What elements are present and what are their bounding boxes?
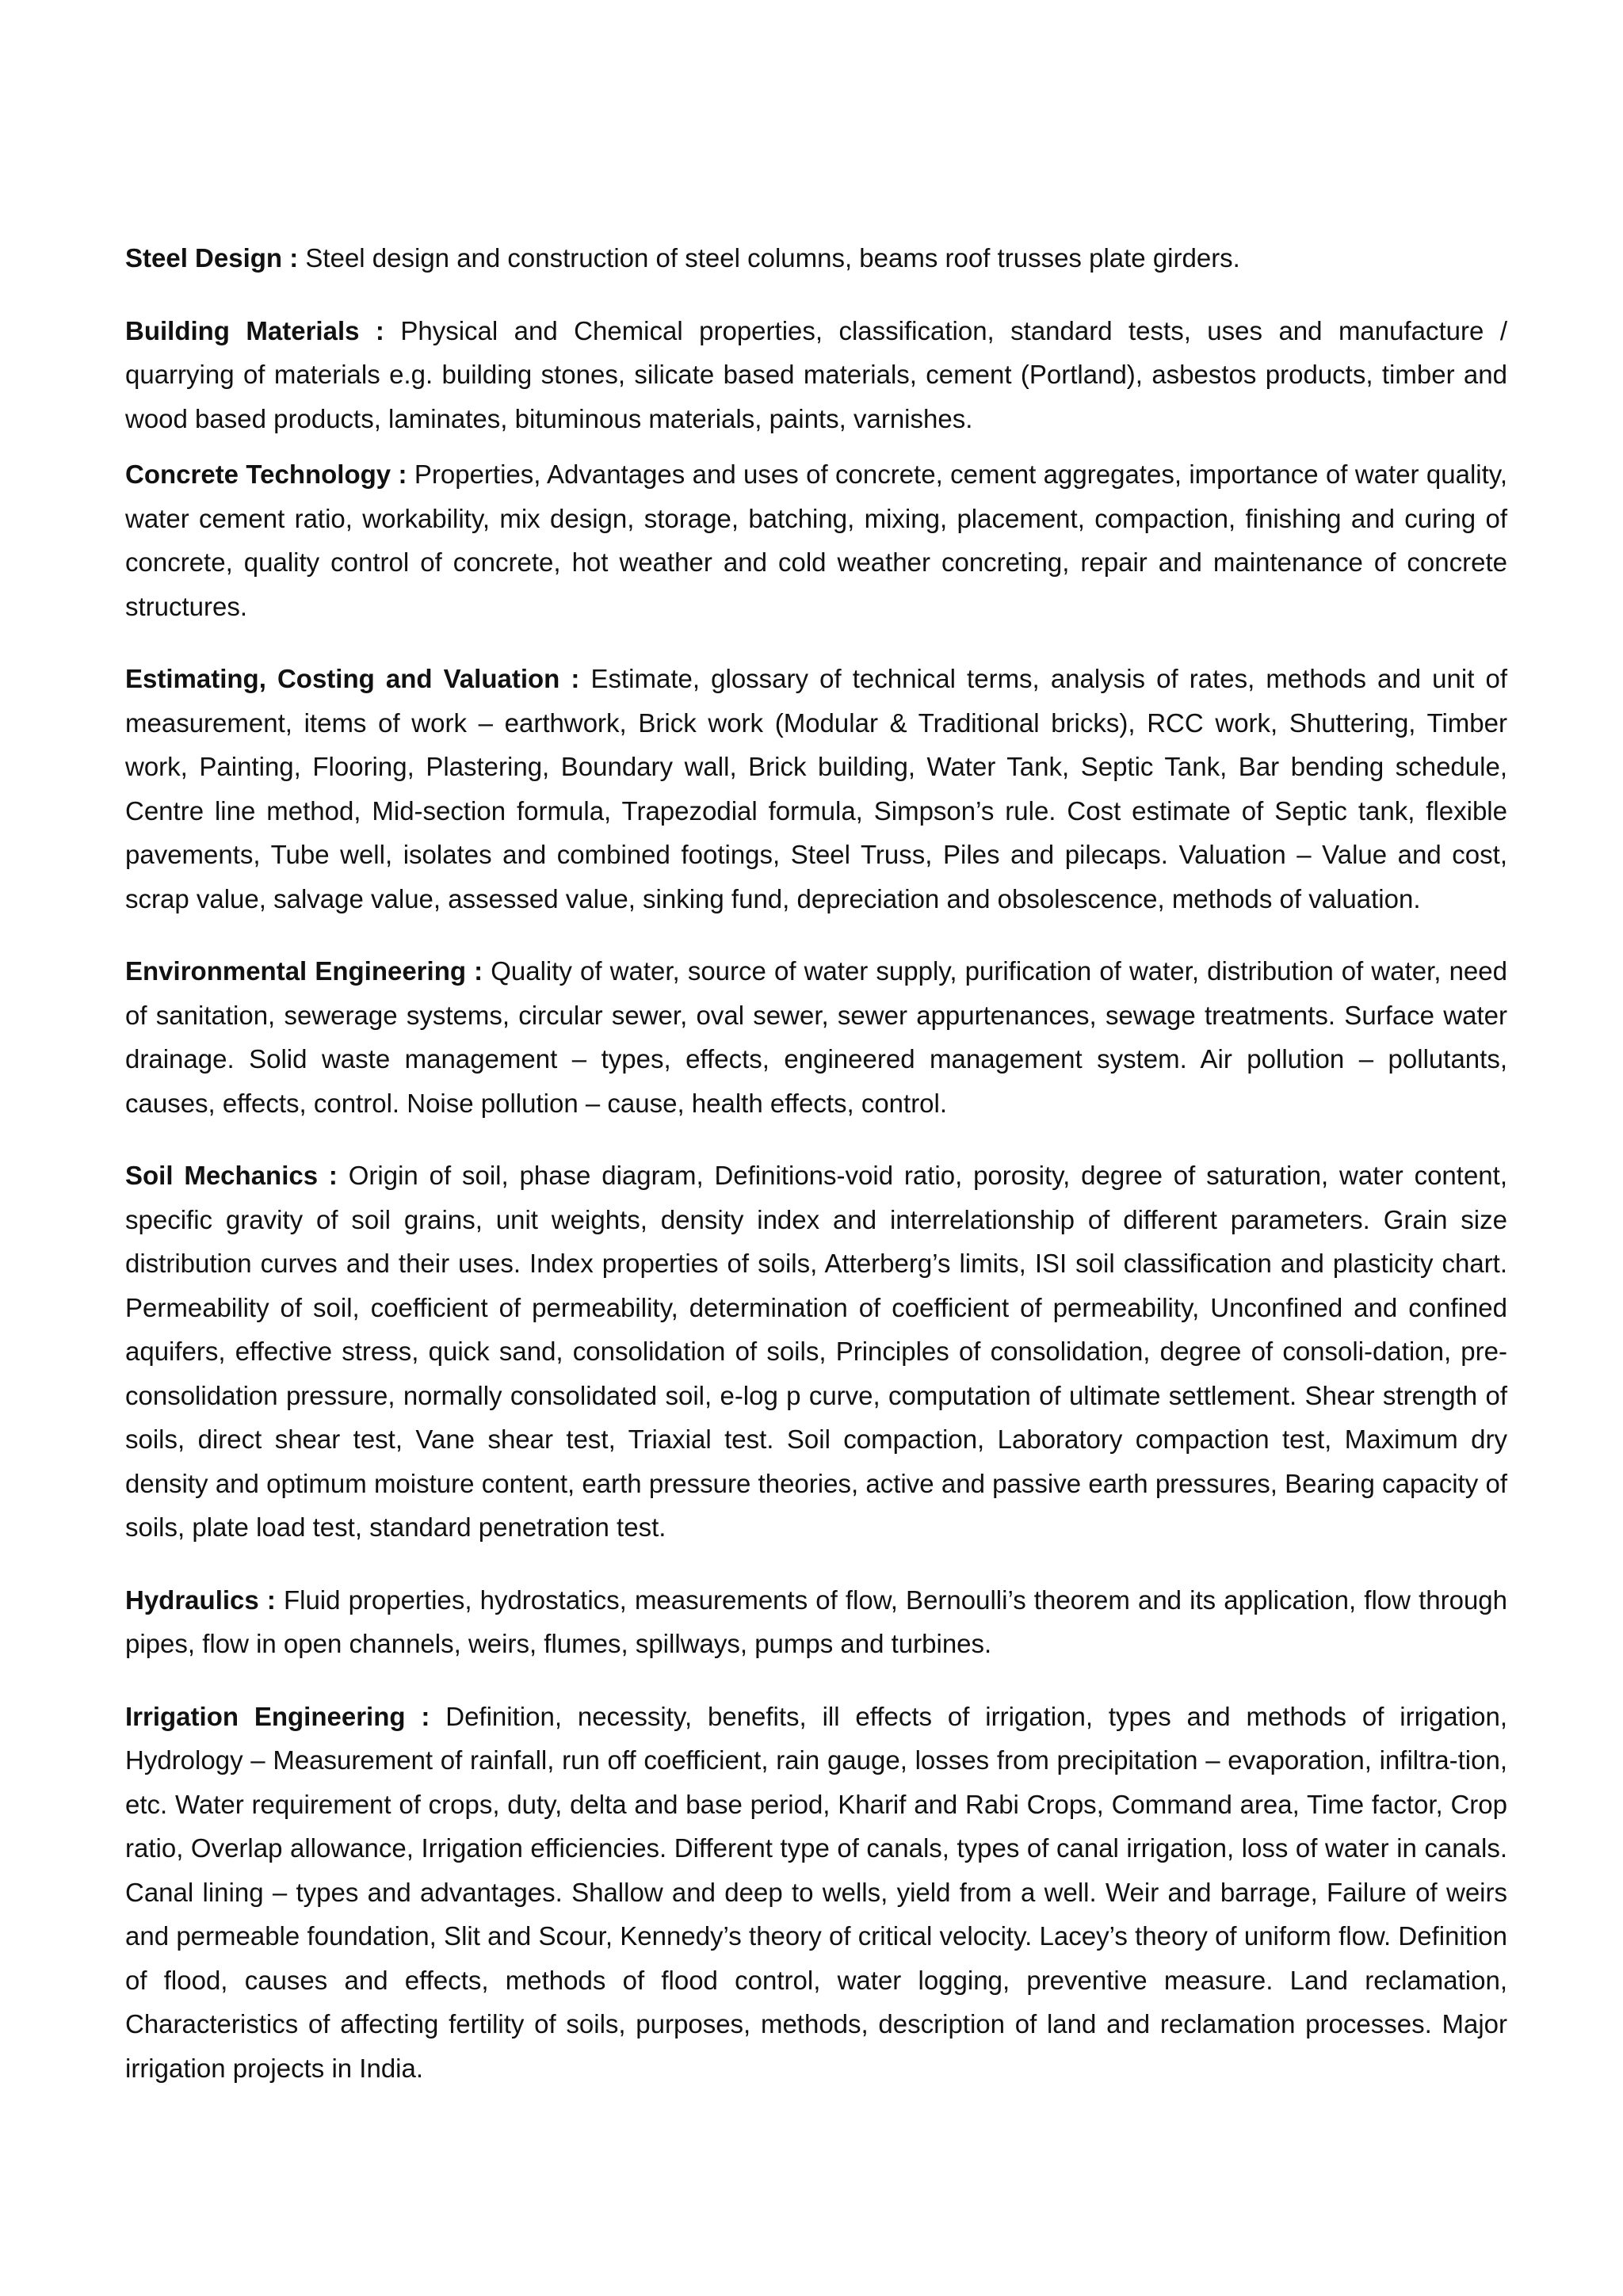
section-concrete-technology (125, 452, 1507, 628)
section-estimating-costing-valuation (125, 657, 1507, 921)
section-body: Properties, Advantages and uses of concrete, cement aggregates, importance of water quality, water cement ratio, workability, mix design, storage, batching, mixing, placement, compaction, finishing and curing of concrete, quality control of concrete, hot weather and cold weather concreting, repair and maintenance of concrete structures. (125, 460, 1508, 621)
section-body: Origin of soil, phase diagram, Definitions-void ratio, porosity, degree of saturation, water content, specific gravity of soil grains, unit weights, density index and interrelationship of different parameters. Grain size distribution curves and their uses. Index properties of soils, Atterberg’s limits, ISI soil classification and plasticity chart. Permeability of soil, coefficient of permeability, determination of coefficient of permeability, Unconfined and confined aquifers, effective stress, quick sand, consolidation of soils, Principles of consolidation, degree of consoli-dation, pre-consolidation pressure, normally consolidated soil, e-log p curve, computation of ultimate settlement. Shear strength of soils, direct shear test, Vane shear test, Triaxial test. Soil compaction, Laboratory compaction test, Maximum dry density and optimum moisture content, earth pressure theories, active and passive earth pressures, Bearing capacity of soils, plate load test, standard penetration test. (125, 1161, 1507, 1542)
section-body: Estimate, glossary of technical terms, analysis of rates, methods and unit of measurement, items of work – earthwork, Brick work (Modular & Traditional bricks), RCC work, Shuttering, Timber work, Painting, Flooring, Plastering, Boundary wall, Brick building, Water Tank, Septic Tank, Bar bending schedule, Centre line method, Mid-section formula, Trapezodial formula, Simpson’s rule. Cost estimate of Septic tank, flexible pavements, Tube well, isolates and combined footings, Steel Truss, Piles and pilecaps. Valuation – Value and cost, scrap value, salvage value, assessed value, sinking fund, depreciation and obsolescence, methods of valuation. (125, 664, 1508, 913)
section-heading: Irrigation Engineering : (125, 1701, 430, 1731)
section-heading: Steel Design : (125, 243, 299, 273)
section-body: Steel design and construction of steel columns, beams roof trusses plate girders. (305, 243, 1240, 273)
section-heading: Concrete Technology : (125, 460, 407, 489)
syllabus-page (125, 236, 1507, 2119)
section-irrigation-engineering (125, 1695, 1507, 2091)
section-body: Quality of water, source of water supply, purification of water, distribution of water, need of sanitation, sewerage systems, circular sewer, oval sewer, sewer appurtenances, sewage treatments. Surface water drainage. Solid waste management – types, effects, engineered management system. Air pollution – pollutants, causes, effects, control. Noise pollution – cause, health effects, control. (125, 956, 1507, 1118)
section-body: Fluid properties, hydrostatics, measurements of flow, Bernoulli’s theorem and its application, flow through pipes, flow in open channels, weirs, flumes, spillways, pumps and turbines. (125, 1585, 1508, 1658)
section-body: Physical and Chemical properties, classification, standard tests, uses and manufacture / quarrying of materials e.g. building stones, silicate based materials, cement (Portland), asbestos products, timber and wood based products, laminates, bituminous materials, paints, varnishes. (125, 315, 1507, 433)
section-heading: Estimating, Costing and Valuation : (125, 664, 580, 693)
section-heading: Building Materials : (125, 315, 384, 345)
section-heading: Hydraulics : (125, 1585, 276, 1615)
section-body: Definition, necessity, benefits, ill effects of irrigation, types and methods of irrigation, Hydrology – Measurement of rainfall, run off coefficient, rain gauge, losses from precipitation – evaporation, infiltra-tion, etc. Water requirement of crops, duty, delta and base period, Kharif and Rabi Crops, Command area, Time factor, Crop ratio, Overlap allowance, Irrigation efficiencies. Different type of canals, types of canal irrigation, loss of water in canals. Canal lining – types and advantages. Shallow and deep to wells, yield from a well. Weir and barrage, Failure of weirs and permeable foundation, Slit and Scour, Kennedy’s theory of critical velocity. Lacey’s theory of uniform flow. Definition of flood, causes and effects, methods of flood control, water logging, preventive measure. Land reclamation, Characteristics of affecting fertility of soils, purposes, methods, description of land and reclamation processes. Major irrigation projects in India. (125, 1701, 1507, 2083)
section-building-materials (125, 309, 1507, 441)
section-soil-mechanics (125, 1154, 1507, 1550)
section-hydraulics (125, 1578, 1507, 1666)
section-heading: Soil Mechanics : (125, 1161, 338, 1190)
section-environmental-engineering (125, 949, 1507, 1125)
section-heading: Environmental Engineering : (125, 956, 483, 986)
section-steel-design (125, 236, 1507, 280)
